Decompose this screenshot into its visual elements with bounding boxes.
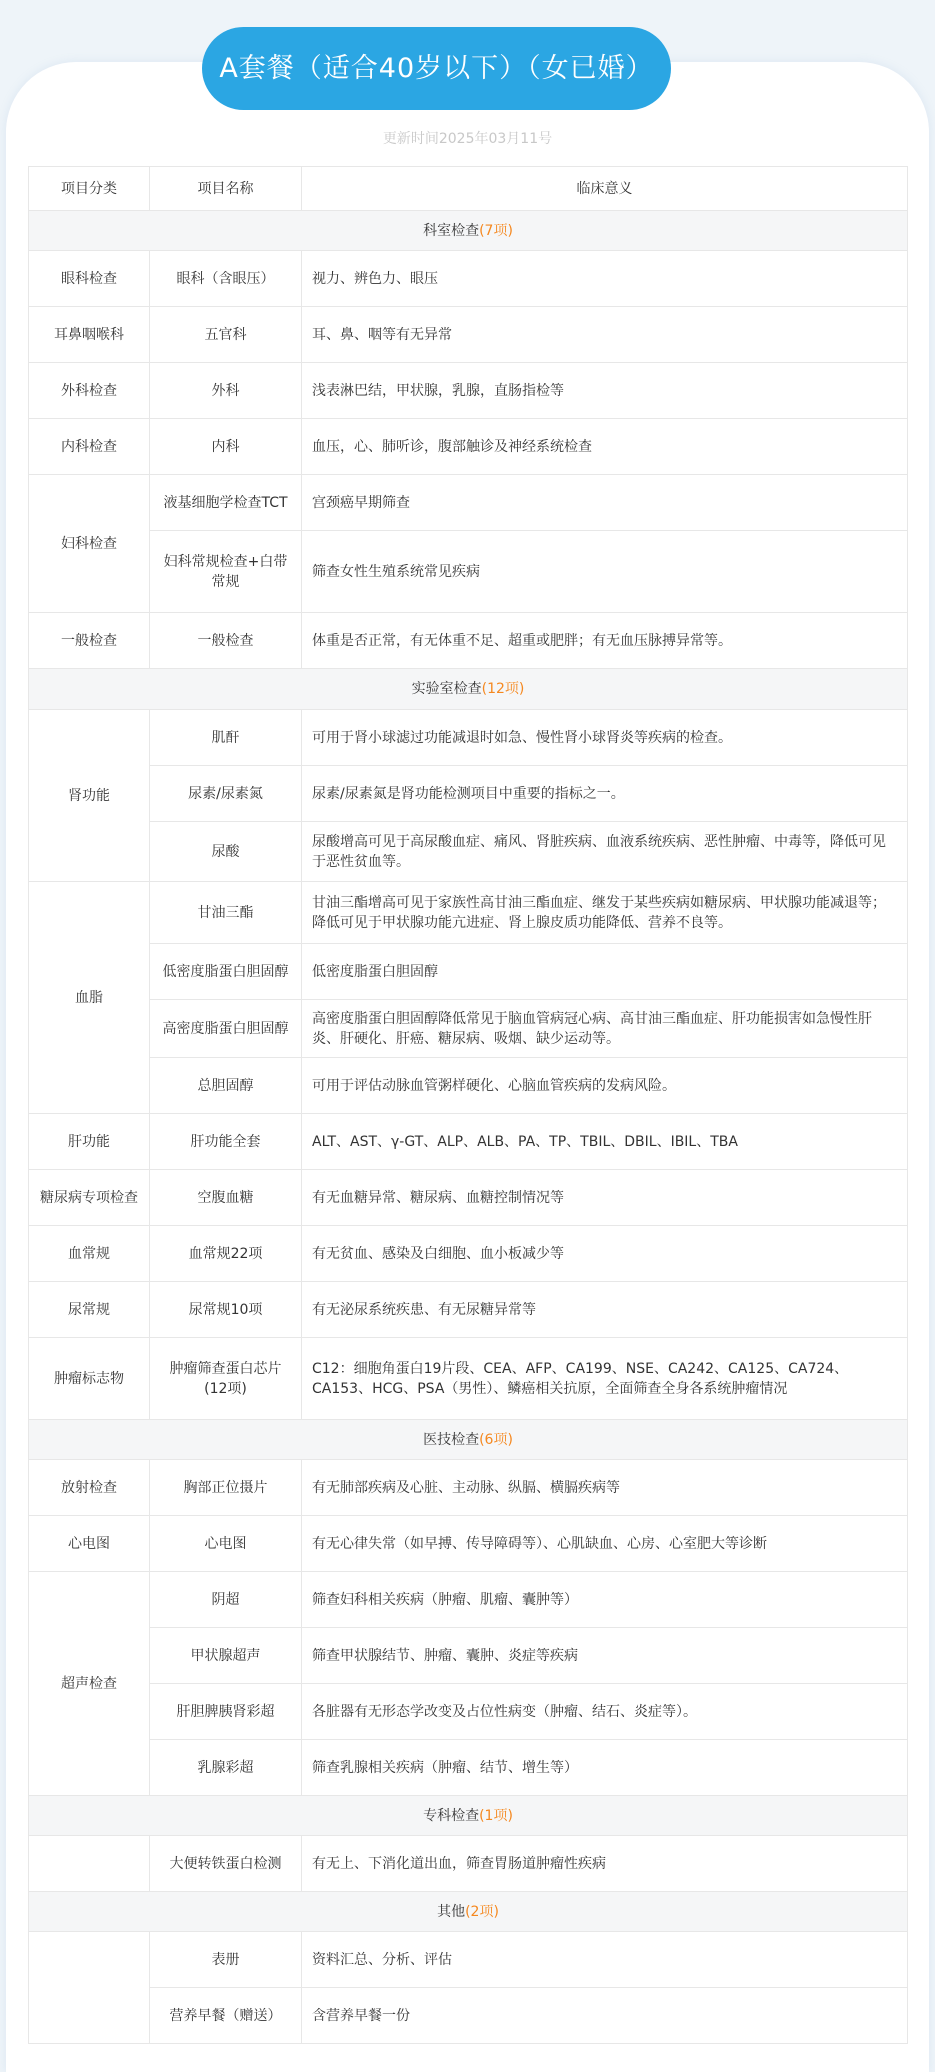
section-name: 医技检查 bbox=[423, 1431, 480, 1448]
item-name-cell: 胸部正位摄片 bbox=[150, 1460, 302, 1516]
table-row bbox=[29, 944, 908, 1000]
section-count: (6项) bbox=[479, 1431, 513, 1448]
section-count: (12项) bbox=[481, 681, 525, 697]
category-cell: 心电图 bbox=[29, 1516, 150, 1572]
clinical-meaning-cell: C12：细胞角蛋白19片段、CEA、AFP、CA199、NSE、CA242、CA125、CA724、CA153、HCG、PSA（男性）、鳞癌相关抗原，全面筛查全身各系统肿瘤情况 bbox=[302, 1338, 908, 1420]
table-row bbox=[29, 419, 908, 475]
section-title-cell bbox=[29, 1892, 908, 1932]
clinical-meaning-cell: 含营养早餐一份 bbox=[302, 1988, 908, 2044]
table-row bbox=[29, 1684, 908, 1740]
item-name-cell: 肿瘤筛查蛋白芯片(12项) bbox=[150, 1338, 302, 1420]
table-row bbox=[29, 531, 908, 613]
clinical-meaning-cell: 筛查女性生殖系统常见疾病 bbox=[302, 531, 908, 613]
table-row bbox=[29, 710, 908, 766]
table-row bbox=[29, 1058, 908, 1114]
category-cell: 眼科检查 bbox=[29, 251, 150, 307]
clinical-meaning-cell: 可用于肾小球滤过功能减退时如急、慢性肾小球肾炎等疾病的检查。 bbox=[302, 710, 908, 766]
table-row bbox=[29, 822, 908, 882]
table-row bbox=[29, 1932, 908, 1988]
item-name-cell: 液基细胞学检查TCT bbox=[150, 475, 302, 531]
clinical-meaning-cell: 视力、辨色力、眼压 bbox=[302, 251, 908, 307]
category-cell bbox=[29, 1932, 150, 2044]
category-cell: 放射检查 bbox=[29, 1460, 150, 1516]
category-cell: 外科检查 bbox=[29, 363, 150, 419]
item-name-cell: 肝功能全套 bbox=[150, 1114, 302, 1170]
section-title-cell bbox=[29, 1796, 908, 1836]
clinical-meaning-cell: 有无泌尿系统疾患、有无尿糖异常等 bbox=[302, 1282, 908, 1338]
table-row bbox=[29, 766, 908, 822]
item-name-cell: 肌酐 bbox=[150, 710, 302, 766]
table-row bbox=[29, 613, 908, 669]
update-time: 更新时间2025年03月11号 bbox=[382, 131, 553, 147]
section-count: (2项) bbox=[465, 1903, 499, 1920]
item-name-cell: 高密度脂蛋白胆固醇 bbox=[150, 1000, 302, 1058]
clinical-meaning-cell: ALT、AST、γ-GT、ALP、ALB、PA、TP、TBIL、DBIL、IBIL、TBA bbox=[302, 1114, 908, 1170]
package-table-body bbox=[29, 167, 908, 2044]
clinical-meaning-cell: 筛查妇科相关疾病（肿瘤、肌瘤、囊肿等） bbox=[302, 1572, 908, 1628]
clinical-meaning-cell: 资料汇总、分析、评估 bbox=[302, 1932, 908, 1988]
table-row bbox=[29, 1460, 908, 1516]
table-row bbox=[29, 1338, 908, 1420]
table-row bbox=[29, 882, 908, 944]
table-header-row bbox=[29, 167, 908, 211]
table-row bbox=[29, 1572, 908, 1628]
clinical-meaning-cell: 有无血糖异常、糖尿病、血糖控制情况等 bbox=[302, 1170, 908, 1226]
table-row bbox=[29, 1282, 908, 1338]
table-row bbox=[29, 1628, 908, 1684]
category-cell: 妇科检查 bbox=[29, 475, 150, 613]
table-row bbox=[29, 1740, 908, 1796]
item-name-cell: 甲状腺超声 bbox=[150, 1628, 302, 1684]
header-item-name: 项目名称 bbox=[150, 167, 302, 211]
clinical-meaning-cell: 筛查乳腺相关疾病（肿瘤、结节、增生等） bbox=[302, 1740, 908, 1796]
clinical-meaning-cell: 有无肺部疾病及心脏、主动脉、纵膈、横膈疾病等 bbox=[302, 1460, 908, 1516]
clinical-meaning-cell: 有无心律失常（如早搏、传导障碍等）、心肌缺血、心房、心室肥大等诊断 bbox=[302, 1516, 908, 1572]
category-cell: 肝功能 bbox=[29, 1114, 150, 1170]
table-row bbox=[29, 475, 908, 531]
category-cell: 肾功能 bbox=[29, 710, 150, 882]
item-name-cell: 表册 bbox=[150, 1932, 302, 1988]
category-cell: 糖尿病专项检查 bbox=[29, 1170, 150, 1226]
clinical-meaning-cell: 各脏器有无形态学改变及占位性病变（肿瘤、结石、炎症等）。 bbox=[302, 1684, 908, 1740]
package-title: A套餐（适合40岁以下）（女已婚） bbox=[202, 27, 671, 110]
clinical-meaning-cell: 宫颈癌早期筛查 bbox=[302, 475, 908, 531]
clinical-meaning-cell: 有无贫血、感染及白细胞、血小板减少等 bbox=[302, 1226, 908, 1282]
clinical-meaning-cell: 体重是否正常，有无体重不足、超重或肥胖；有无血压脉搏异常等。 bbox=[302, 613, 908, 669]
clinical-meaning-cell: 尿酸增高可见于高尿酸血症、痛风、肾脏疾病、血液系统疾病、恶性肿瘤、中毒等，降低可见于恶性贫血等。 bbox=[302, 822, 908, 882]
item-name-cell: 尿素/尿素氮 bbox=[150, 766, 302, 822]
clinical-meaning-cell: 浅表淋巴结，甲状腺，乳腺，直肠指检等 bbox=[302, 363, 908, 419]
section-count: (7项) bbox=[479, 222, 513, 239]
clinical-meaning-cell: 甘油三酯增高可见于家族性高甘油三酯血症、继发于某些疾病如糖尿病、甲状腺功能减退等；降低可见于甲状腺功能亢进症、肾上腺皮质功能降低、营养不良等。 bbox=[302, 882, 908, 944]
category-cell: 血脂 bbox=[29, 882, 150, 1114]
clinical-meaning-cell: 尿素/尿素氮是肾功能检测项目中重要的指标之一。 bbox=[302, 766, 908, 822]
item-name-cell: 空腹血糖 bbox=[150, 1170, 302, 1226]
section-name: 实验室检查 bbox=[411, 681, 482, 697]
table-row bbox=[29, 1170, 908, 1226]
item-name-cell: 乳腺彩超 bbox=[150, 1740, 302, 1796]
item-name-cell: 内科 bbox=[150, 419, 302, 475]
section-count: (1项) bbox=[479, 1807, 513, 1824]
section-row bbox=[29, 1796, 908, 1836]
clinical-meaning-cell: 筛查甲状腺结节、肿瘤、囊肿、炎症等疾病 bbox=[302, 1628, 908, 1684]
package-table bbox=[28, 166, 908, 2044]
clinical-meaning-cell: 血压，心、肺听诊，腹部触诊及神经系统检查 bbox=[302, 419, 908, 475]
category-cell: 内科检查 bbox=[29, 419, 150, 475]
category-cell: 一般检查 bbox=[29, 613, 150, 669]
category-cell: 血常规 bbox=[29, 1226, 150, 1282]
item-name-cell: 外科 bbox=[150, 363, 302, 419]
table-row bbox=[29, 1988, 908, 2044]
item-name-cell: 总胆固醇 bbox=[150, 1058, 302, 1114]
section-row bbox=[29, 211, 908, 251]
header-category: 项目分类 bbox=[29, 167, 150, 211]
category-cell: 超声检查 bbox=[29, 1572, 150, 1796]
table-row bbox=[29, 363, 908, 419]
clinical-meaning-cell: 高密度脂蛋白胆固醇降低常见于脑血管病冠心病、高甘油三酯血症、肝功能损害如急慢性肝炎、肝硬化、肝癌、糖尿病、吸烟、缺少运动等。 bbox=[302, 1000, 908, 1058]
item-name-cell: 五官科 bbox=[150, 307, 302, 363]
item-name-cell: 肝胆脾胰肾彩超 bbox=[150, 1684, 302, 1740]
item-name-cell: 妇科常规检查+白带常规 bbox=[150, 531, 302, 613]
section-title-cell bbox=[29, 211, 908, 251]
item-name-cell: 一般检查 bbox=[150, 613, 302, 669]
item-name-cell: 尿常规10项 bbox=[150, 1282, 302, 1338]
category-cell: 肿瘤标志物 bbox=[29, 1338, 150, 1420]
category-cell bbox=[29, 1836, 150, 1892]
item-name-cell: 血常规22项 bbox=[150, 1226, 302, 1282]
clinical-meaning-cell: 可用于评估动脉血管粥样硬化、心脑血管疾病的发病风险。 bbox=[302, 1058, 908, 1114]
table-row bbox=[29, 251, 908, 307]
section-row bbox=[29, 1892, 908, 1932]
section-title-cell bbox=[29, 1420, 908, 1460]
table-row bbox=[29, 1836, 908, 1892]
item-name-cell: 甘油三酯 bbox=[150, 882, 302, 944]
category-cell: 耳鼻咽喉科 bbox=[29, 307, 150, 363]
item-name-cell: 大便转铁蛋白检测 bbox=[150, 1836, 302, 1892]
table-row bbox=[29, 1000, 908, 1058]
section-row bbox=[29, 669, 908, 710]
clinical-meaning-cell: 有无上、下消化道出血，筛查胃肠道肿瘤性疾病 bbox=[302, 1836, 908, 1892]
table-row bbox=[29, 1226, 908, 1282]
section-name: 专科检查 bbox=[423, 1807, 480, 1824]
item-name-cell: 尿酸 bbox=[150, 822, 302, 882]
item-name-cell: 低密度脂蛋白胆固醇 bbox=[150, 944, 302, 1000]
category-cell: 尿常规 bbox=[29, 1282, 150, 1338]
header-clinical-meaning: 临床意义 bbox=[302, 167, 908, 211]
item-name-cell: 心电图 bbox=[150, 1516, 302, 1572]
clinical-meaning-cell: 耳、鼻、咽等有无异常 bbox=[302, 307, 908, 363]
section-title-cell bbox=[29, 669, 908, 710]
table-row bbox=[29, 1114, 908, 1170]
item-name-cell: 眼科（含眼压） bbox=[150, 251, 302, 307]
table-row bbox=[29, 1516, 908, 1572]
item-name-cell: 营养早餐（赠送） bbox=[150, 1988, 302, 2044]
clinical-meaning-cell: 低密度脂蛋白胆固醇 bbox=[302, 944, 908, 1000]
section-name: 科室检查 bbox=[423, 222, 480, 239]
item-name-cell: 阴超 bbox=[150, 1572, 302, 1628]
section-row bbox=[29, 1420, 908, 1460]
section-name: 其他 bbox=[437, 1903, 466, 1920]
table-row bbox=[29, 307, 908, 363]
